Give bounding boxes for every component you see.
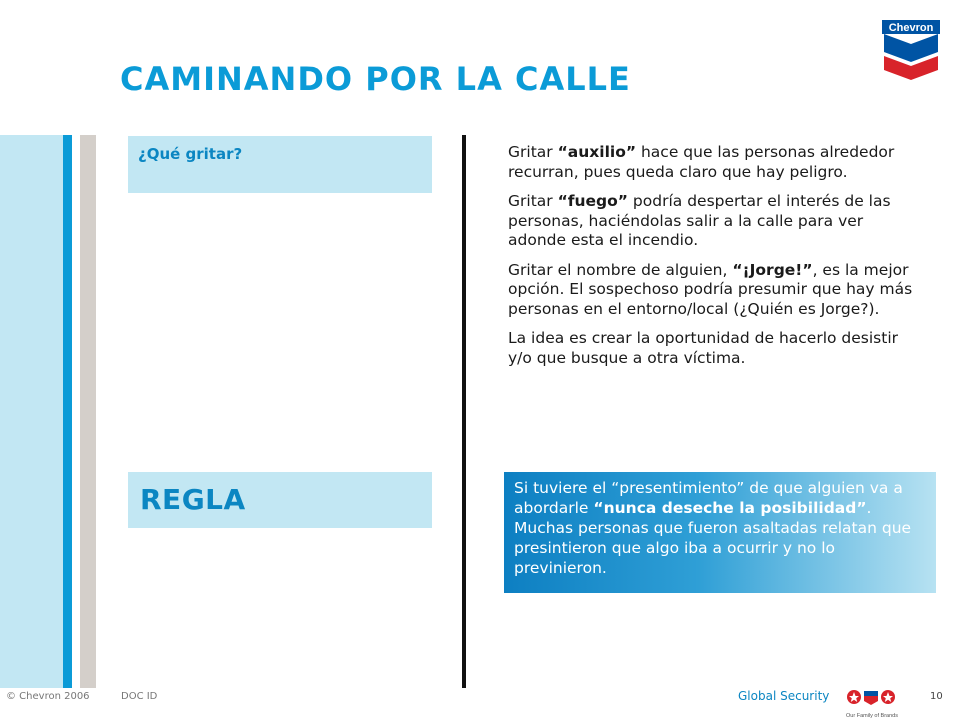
chevron-logo bbox=[880, 18, 942, 80]
left-stripe-grey bbox=[80, 135, 96, 688]
footer-global-security: Global Security bbox=[738, 689, 830, 703]
slide-title: CAMINANDO POR LA CALLE bbox=[120, 60, 631, 98]
paragraph-jorge: Gritar el nombre de alguien, “¡Jorge!”, es la mejor opción. El sospechoso podría presumir que hay más personas en el entorno/local (¿Quién es Jorge?). bbox=[508, 260, 913, 318]
footer-doc-id: DOC ID bbox=[121, 691, 158, 702]
left-stripe-gap bbox=[72, 135, 80, 688]
paragraph-auxilio: Gritar “auxilio” hace que las personas alrededor recurran, pues queda claro que hay peligro. bbox=[508, 143, 895, 181]
content-column bbox=[508, 143, 920, 378]
paragraph-fuego: Gritar “fuego” podría despertar el interés de las personas, haciéndolas salir a la calle para ver adonde esta el incendio. bbox=[508, 192, 891, 249]
footer-copyright: © Chevron 2006 bbox=[6, 691, 90, 702]
left-stripe-blue bbox=[63, 135, 72, 688]
left-stripe-lightblue bbox=[0, 135, 63, 688]
brand-tagline: Our Family of Brands bbox=[846, 713, 898, 719]
page-number: 10 bbox=[930, 691, 943, 702]
rule-callout: Si tuviere el “presentimiento” de que alguien va a abordarle “nunca deseche la posibilidad”. Muchas personas que fueron asaltadas relatan que presintieron que algo iba a ocurrir y no lo previnieron. bbox=[504, 472, 936, 593]
rule-box bbox=[128, 472, 432, 528]
vertical-divider bbox=[462, 135, 466, 688]
brand-family-icons bbox=[846, 688, 898, 720]
logo-text: Chevron bbox=[888, 22, 934, 34]
question-label: ¿Qué gritar? bbox=[138, 145, 243, 163]
rule-label: REGLA bbox=[140, 483, 246, 516]
question-box bbox=[128, 136, 432, 193]
paragraph-idea: La idea es crear la oportunidad de hacerlo desistir y/o que busque a otra víctima. bbox=[508, 329, 898, 367]
